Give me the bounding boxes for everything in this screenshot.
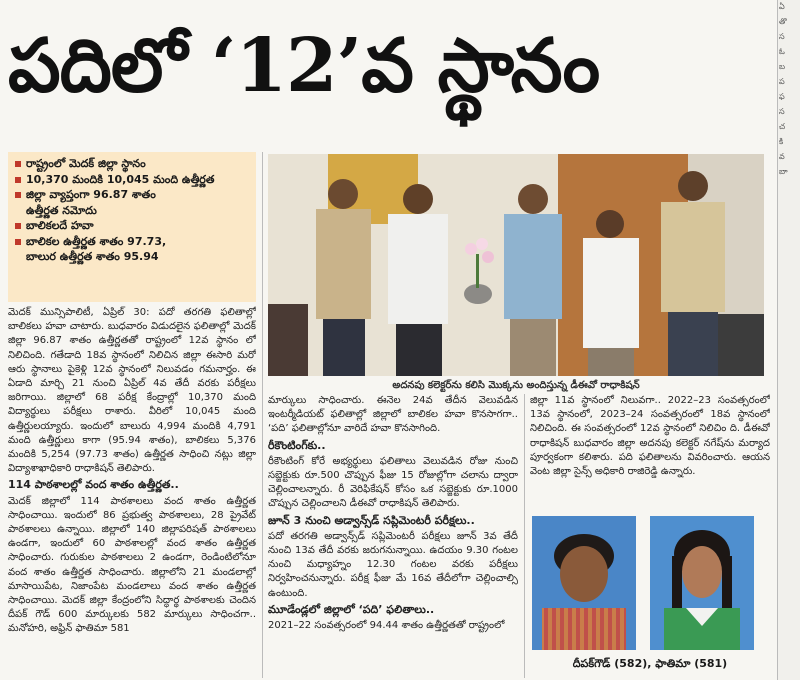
subheading: జూన్ 3 నుంచి అడ్వాన్స్‌డ్ సప్లిమెంటరీ పరీక్షలు.. <box>268 513 475 527</box>
paragraph: జిల్లా 11వ స్థానంలో నిలువగా.. 2022–23 సంవత్సరంలో 13వ స్థానంలో, 2023–24 సంవత్సరంలో 18వ స్థానంలో నిలిచింది. ఈ సంవత్సరంలో 12వ స్థానంలో నిలిచిం ది. డీఈవో రాధాకిషన్ బుధవారం జిల్లా అదనపు కలెక్టర్ నగేష్‌ను మర్యాద పూర్వకంగా కలిశారు. పది ఫలితాలను వివరించారు. ఆయన వెంట జిల్లా సైన్స్ అధికారి రాజిరెడ్డి ఉన్నారు. <box>530 395 770 478</box>
subheading: మూడేండ్లలో జిల్లాలో ‘పది’ ఫలితాలు.. <box>268 602 435 616</box>
strip-line: బ <box>779 62 785 71</box>
column-divider <box>262 152 263 678</box>
adjacent-column-strip <box>777 0 800 680</box>
highlight-item: బాలికలదే హవా <box>14 218 250 234</box>
paragraph: పదో తరగతి అడ్వాన్స్‌డ్ సప్లిమెంటరీ పరీక్షలు జూన్ 3వ తేదీ నుంచి 13వ తేదీ వరకు జరుగనున్నాయి. ఉదయం 9.30 గంటల నుంచి మధ్యాహ్నం 12.30 గంటల వరకు పరీక్షలు నిర్వహించనున్నారు. పరీక్ష ఫీజు మే 16వ తేదీలోగా చెల్లించాల్సి ఉంటుంది. <box>268 530 518 599</box>
strip-line: కి <box>779 137 784 146</box>
student-photo-deepak <box>532 516 636 650</box>
paragraph: 2021–22 సంవత్సరంలో 94.44 శాతం ఉత్తీర్ణతతో రాష్ట్రంలో <box>268 620 505 632</box>
strip-line: వ <box>779 152 785 161</box>
paragraph: మెదక్ జిల్లాలో 114 పాఠశాలలు వంద శాతం ఉత్తీర్ణత సాధించాయి. ఇందులో 86 ప్రభుత్వ పాఠశాలలు, 28 ప్రైవేట్ పాఠశాలలు ఉన్నాయి. జిల్లాలో 140 జిల్లాపరిషత్ పాఠశాలలు ఉండగా, ఇందులో 60 పాఠశాలల్లో వంద శాతం ఉత్తీర్ణత సాధించారు. గురుకుల పాఠశాలలు 2 ఉండగా, రెండింటిలోనూ వంద శాతం ఉత్తీర్ణత సాధించారు. జిల్లాలోని 21 మండలాల్లో మాసాయిపేట, నిజాంపేట మండలాలు వంద శాతం ఉత్తీర్ణత సాధించాయి. మెదక్ జిల్లా కేంద్రంలోని సిద్ధార్థ పాఠశాలకు చెందిన దీపక్ గౌడ్ 600 మార్కులకు 582 మార్కులు సాధించగా.. మనోహరి, అఫ్రిన్ ఫాతిమా 581 <box>8 495 256 635</box>
news-photo <box>268 154 764 376</box>
strip-line: ఫ <box>779 92 785 101</box>
strip-line: చ <box>779 122 786 131</box>
strip-line: స <box>779 107 785 116</box>
highlight-item: బాలికల ఉత్తీర్ణత శాతం 97.73, <box>14 234 250 250</box>
subheading: రీకౌంటింగ్‌కు.. <box>268 438 326 452</box>
officials-photo-illustration <box>268 154 764 376</box>
article-column-1 <box>8 306 256 678</box>
photo-caption: అదనపు కలెక్టర్‌ను కలిసి మొక్కను అందిస్తున్న డీఈవో రాధాకిషన్ <box>392 380 640 391</box>
strip-line: స <box>779 32 785 41</box>
strip-line: ఓ <box>779 47 785 56</box>
strip-line: ఏ <box>779 2 785 11</box>
highlight-item: ఉత్తీర్ణత నమోదు <box>26 203 97 217</box>
strip-line: బా <box>779 167 788 176</box>
paragraph: రీకౌంటింగ్ కోరే అభ్యర్థులు ఫలితాలు వెలువడిన రోజు నుంచి సబ్జెక్టుకు రూ.500 చొప్పున ఫీజు 15 రోజుల్లోగా చలాను ద్వారా చెల్లించాలన్నారు. రీ వెరిఫికేషన్ కోసం ఒక సబ్జెక్టుకు రూ.1000 చొప్పున చెల్లించాలని డీఈవో రాధాకిషన్ తెలిపారు. <box>268 455 518 510</box>
paragraph: మార్కులు సాధించారు. ఈనెల 24వ తేదీన వెలువడిన ఇంటర్మీడియట్ ఫలితాల్లో జిల్లాలో బాలికల హవా కొనసాగగా.. ‘పది’ ఫలితాల్లోనూ వారిదే హవా కొనసాగింది. <box>268 395 518 435</box>
student-photo-fatima <box>650 516 754 650</box>
highlight-item: జిల్లా వ్యాప్తంగా 96.87 శాతం <box>14 187 250 203</box>
portrait-caption: దీపక్‌గౌడ్ (582), ఫాతిమా (581) <box>572 657 728 670</box>
highlight-item: బాలుర ఉత్తీర్ణత శాతం 95.94 <box>26 250 159 263</box>
highlight-item: రాష్ట్రంలో మెదక్ జిల్లా స్థానం <box>14 156 250 172</box>
strip-line: తొ <box>779 17 787 26</box>
paragraph: మెదక్ మున్సిపాలిటీ, ఏప్రిల్ 30: పదో తరగతి ఫలితాల్లో బాలికలు హవా చాటారు. బుధవారం విడుదలైన ఫలితాల్లో మెదక్ జిల్లా 96.87 శాతం ఉత్తీర్ణతతో రాష్ట్రంలో 12వ స్థానం లో నిలిచింది. గతేడాది 18వ స్థానంలో నిలిచిన జిల్లా ఈసారి మరో ఆరు స్థానాలు పైకెళ్లి 12వ స్థానంలో నిలువడం గమనార్హం. ఈ ఏడాది మార్చి 21 నుంచి ఏప్రిల్ 4వ తేదీ వరకు పరీక్షలు జరిగాయి. జిల్లాలో 68 పరీక్ష కేంద్రాల్లో 10,370 మంది విద్యార్థులు పరీక్షలు రాశారు. వీరిలో 10,045 మంది ఉత్తీర్ణులయ్యారు. ఇందులో బాలురు 4,994 మందికి 4,791 మంది ఉత్తీర్ణులు కాగా (95.94 శాతం), బాలికలు 5,376 మందికి 5,254 (97.73 శాతం) ఉత్తీర్ణత సాధించి నట్లు జిల్లా విద్యాశాఖాధికారి రాధాకిషన్ తెలిపారు. <box>8 307 256 475</box>
subheading: 114 పాఠశాలల్లో వంద శాతం ఉత్తీర్ణత.. <box>8 478 179 492</box>
article-column-3 <box>530 394 770 512</box>
highlights-box <box>8 152 256 302</box>
highlight-item: 10,370 మందికి 10,045 మంది ఉత్తీర్ణత <box>14 172 250 188</box>
article-column-2 <box>268 394 518 678</box>
column-divider <box>524 394 525 678</box>
headline: పదిలో ‘12’వ స్థానం <box>8 23 600 109</box>
strip-line: ప <box>779 77 785 86</box>
